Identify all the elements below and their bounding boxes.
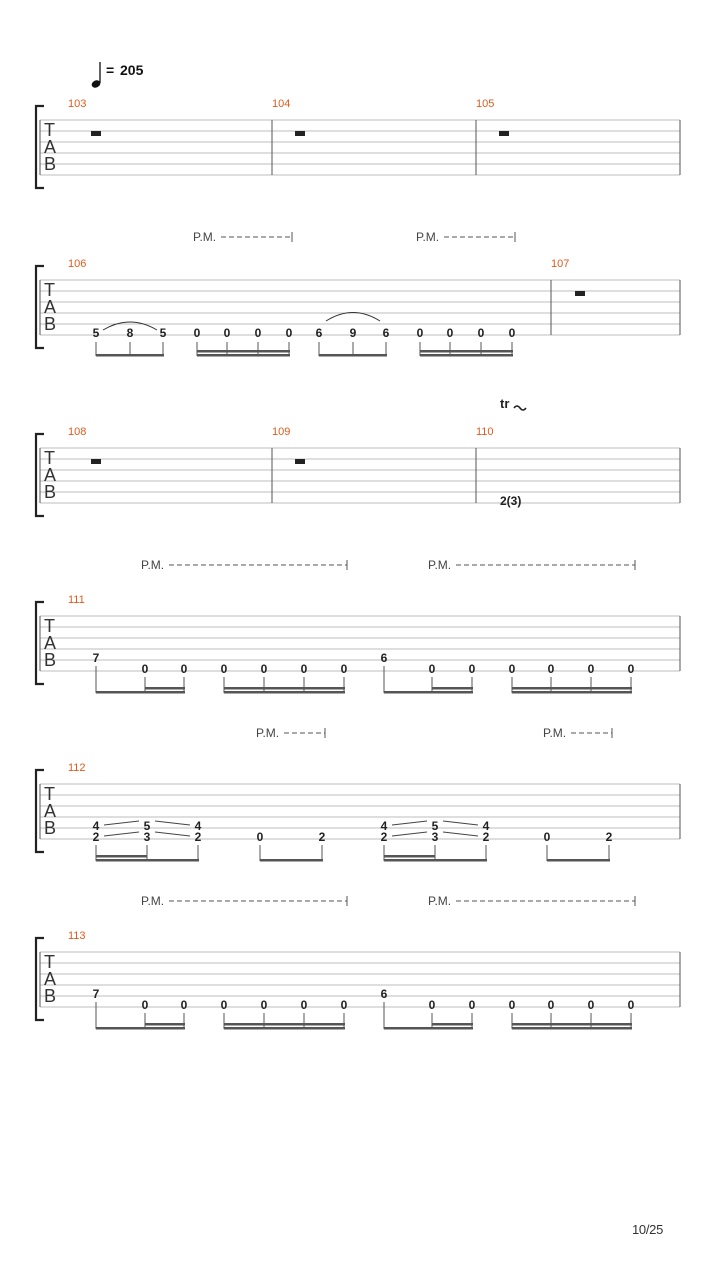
fret-number: 0: [468, 662, 476, 676]
slide-line: [155, 821, 190, 825]
staff-system-4: [36, 594, 680, 684]
fret-number: 8: [126, 326, 134, 340]
tab-clef-letter: A: [44, 969, 57, 989]
slide-line: [392, 832, 427, 836]
fret-number: 0: [180, 662, 188, 676]
fret-number: 0: [254, 326, 262, 340]
fret-number: 0: [141, 998, 149, 1012]
fret-number: 0: [223, 326, 231, 340]
beam: [224, 1027, 345, 1030]
beam: [96, 691, 185, 694]
beam: [319, 354, 387, 357]
beam: [420, 350, 513, 353]
whole-rest-icon: [295, 459, 305, 464]
measure-number: 106: [68, 258, 87, 270]
fret-number: 6: [382, 326, 390, 340]
fret-number: 3: [431, 830, 439, 844]
trill-label: tr: [500, 396, 510, 411]
beam: [145, 1023, 185, 1026]
tab-clef-letter: A: [44, 137, 57, 157]
fret-number: 0: [587, 998, 595, 1012]
whole-rest-icon: [295, 131, 305, 136]
fret-number: 0: [260, 662, 268, 676]
fret-number: 6: [380, 651, 388, 665]
fret-number: 5: [92, 326, 100, 340]
tab-clef-letter: T: [44, 280, 55, 300]
fret-number: 0: [300, 998, 308, 1012]
staff-system-3: [36, 426, 680, 516]
measure-number: 113: [68, 930, 86, 942]
fret-number: 0: [141, 662, 149, 676]
fret-number: 0: [340, 998, 348, 1012]
measure-number: 103: [68, 98, 87, 110]
slide-line: [392, 821, 427, 825]
fret-number: 0: [508, 662, 516, 676]
tab-clef-letter: B: [44, 650, 57, 670]
measure-110-notes: [500, 396, 526, 508]
beam: [512, 691, 632, 694]
fret-number: 0: [220, 998, 228, 1012]
fret-number: 0: [300, 662, 308, 676]
measure-number: 108: [68, 426, 87, 438]
fret-number: 7: [92, 651, 100, 665]
beam: [512, 1023, 632, 1026]
tab-clef-letter: T: [44, 448, 55, 468]
measure-number: 112: [68, 762, 86, 774]
slide-line: [443, 821, 478, 825]
beam: [384, 1027, 473, 1030]
measure-111-notes: [93, 558, 635, 694]
tab-clef-letter: T: [44, 120, 55, 140]
whole-rest-icon: [499, 131, 509, 136]
beam: [260, 859, 323, 862]
beam: [547, 859, 610, 862]
fret-number: 2: [194, 830, 202, 844]
fret-number: 0: [340, 662, 348, 676]
tab-clef-letter: B: [44, 818, 57, 838]
fret-number: 2: [605, 830, 613, 844]
fret-number: 0: [508, 998, 516, 1012]
beam: [384, 859, 487, 862]
whole-rest-icon: [575, 291, 585, 296]
fret-number: 6: [380, 987, 388, 1001]
fret-number: 0: [416, 326, 424, 340]
measure-number: 111: [68, 594, 85, 606]
tab-clef-letter: T: [44, 784, 55, 804]
staff-system-1: [36, 98, 680, 188]
fret-number: 0: [543, 830, 551, 844]
palm-mute-label: P.M.: [428, 558, 452, 572]
fret-number: 3: [143, 830, 151, 844]
slide-line: [443, 832, 478, 836]
beam: [420, 354, 513, 357]
palm-mute-label: P.M.: [256, 726, 280, 740]
beam: [224, 1023, 345, 1026]
measure-number: 104: [272, 98, 291, 110]
fret-number: 2: [92, 830, 100, 844]
beam: [145, 687, 185, 690]
fret-number: 0: [627, 662, 635, 676]
tab-clef-letter: A: [44, 633, 57, 653]
tempo-marking: [90, 62, 143, 89]
fret-number: 0: [508, 326, 516, 340]
fret-number: 4: [194, 819, 202, 833]
measure-number: 107: [551, 258, 570, 270]
tab-clef-letter: A: [44, 297, 57, 317]
tempo-equals: =: [106, 62, 115, 78]
tab-clef-letter: B: [44, 314, 57, 334]
beam: [512, 1027, 632, 1030]
beam: [432, 687, 473, 690]
slide-line: [104, 821, 139, 825]
palm-mute-label: P.M.: [141, 558, 165, 572]
beam: [384, 855, 435, 858]
fret-number: 4: [482, 819, 490, 833]
fret-number: 2: [482, 830, 490, 844]
measure-106-notes: [93, 230, 516, 357]
measure-number: 105: [476, 98, 495, 110]
fret-number: 0: [193, 326, 201, 340]
fret-number: 7: [92, 987, 100, 1001]
measure-number: 110: [476, 426, 494, 438]
beam: [224, 691, 345, 694]
fret-number: 0: [256, 830, 264, 844]
fret-number: 4: [380, 819, 388, 833]
measure-112-notes: [93, 726, 613, 862]
whole-rest-icon: [91, 131, 101, 136]
beam: [384, 691, 473, 694]
tab-clef-letter: B: [44, 482, 57, 502]
fret-number: 2: [380, 830, 388, 844]
page-number: 10/25: [632, 1222, 664, 1237]
fret-number: 2: [318, 830, 326, 844]
fret-number: 0: [260, 998, 268, 1012]
beam: [96, 855, 147, 858]
palm-mute-label: P.M.: [543, 726, 567, 740]
tab-clef-letter: A: [44, 801, 57, 821]
fret-number: 5: [143, 819, 151, 833]
fret-number: 9: [349, 326, 357, 340]
fret-number: 0: [547, 662, 555, 676]
fret-number: 0: [428, 662, 436, 676]
slide-line: [155, 832, 190, 836]
palm-mute-label: P.M.: [428, 894, 452, 908]
fret-number: 0: [220, 662, 228, 676]
tab-clef-letter: T: [44, 616, 55, 636]
measure-number: 109: [272, 426, 291, 438]
fret-number: 0: [468, 998, 476, 1012]
palm-mute-label: P.M.: [416, 230, 440, 244]
palm-mute-label: P.M.: [193, 230, 217, 244]
fret-number: 0: [547, 998, 555, 1012]
beam: [432, 1023, 473, 1026]
tab-clef-letter: B: [44, 154, 57, 174]
fret-number: 4: [92, 819, 100, 833]
fret-number: 6: [315, 326, 323, 340]
palm-mute-label: P.M.: [141, 894, 165, 908]
fret-number: 0: [285, 326, 293, 340]
beam: [96, 859, 199, 862]
fret-number: 0: [428, 998, 436, 1012]
beam: [96, 1027, 185, 1030]
fret-number: 0: [446, 326, 454, 340]
fret-number: 2(3): [500, 494, 522, 508]
whole-rest-icon: [91, 459, 101, 464]
staff-system-6: [36, 930, 680, 1020]
slide-line: [104, 832, 139, 836]
fret-number: 5: [431, 819, 439, 833]
tempo-bpm: 205: [120, 62, 144, 78]
beam: [96, 354, 164, 357]
tab-clef-letter: B: [44, 986, 57, 1006]
beam: [224, 687, 345, 690]
fret-number: 5: [159, 326, 167, 340]
trill-wave-icon: [514, 406, 526, 410]
staff-system-5: [36, 762, 680, 852]
fret-number: 0: [587, 662, 595, 676]
fret-number: 0: [477, 326, 485, 340]
beam: [512, 687, 632, 690]
beam: [197, 350, 290, 353]
beam: [197, 354, 290, 357]
slur: [326, 313, 380, 322]
fret-number: 0: [627, 998, 635, 1012]
measure-113-notes: [93, 894, 635, 1030]
fret-number: 0: [180, 998, 188, 1012]
tab-clef-letter: A: [44, 465, 57, 485]
tab-clef-letter: T: [44, 952, 55, 972]
